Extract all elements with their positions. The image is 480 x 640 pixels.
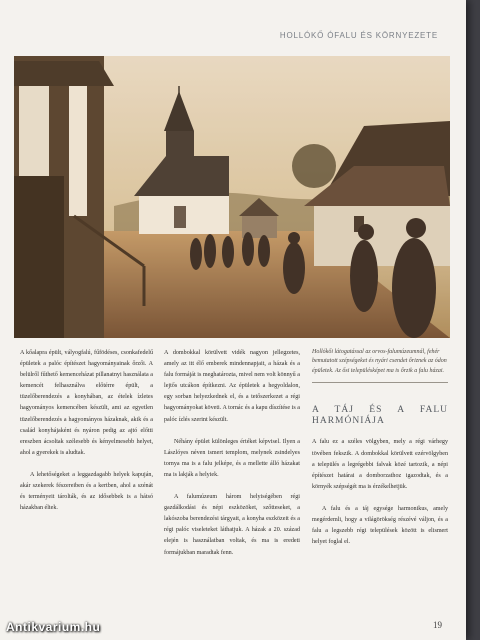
text-column-2	[164, 348, 300, 559]
paragraph: Néhány épület különleges értéket képvisel. Ilyen a Lászlóyes néven ismert templom, melynek zsindelyes tornya ma is a falu jelképe, és a mellette álló házakat ma is lakják a helyiek.	[164, 438, 300, 478]
watermark: Antikvarium.hu	[6, 620, 101, 634]
paragraph: A lehetőségeket a leggazdagabb helyek kapuján, akár szekerek fészereiben és a kertben, ahol a szénát és terményeit tárolták, és az idősebbek is a hátsó házakban éltek.	[20, 471, 153, 512]
village-street-photo	[14, 56, 450, 338]
paragraph: A falumúzeum három helyiségében régi gazdálkodási és népi eszközöket, szőtteseket, a lakószoba berendezési tárgyait, a konyha eszközeit és a régi palóc viseleteket láthatjuk. A házak a 20. század elején is használatban voltak, és ma is eredeti formájukban maradtak fenn.	[164, 494, 300, 556]
paragraph: A dombokkal körülvett vidék nagyon jellegzetes, amely az itt élő emberek mindennapjait, a házak és a falu formáját is meghatározta, mivel nem volt könnyű a lejtős utcákon építkezni. Az épületek a hegyoldalon, egy sorban helyezkednek el, és a tetőszerkezet a régi hagyományokat követi. A tornác és a kapu díszítése is a palóc ízlés szerint készült.	[164, 350, 300, 423]
photo-caption: Hollókői látogatással az orvos-falumúzeumnál, fehér bemutatott szépségeket és nyári csendet őriznek az ódon épületek. Az ősi településképet ma is őrzik a falu házai.	[312, 349, 447, 374]
page-number: 19	[433, 620, 442, 630]
paragraph: A kőalapra épült, vályogfalú, fűfödéses, csonkafedelű épületek a palóc építészet hagyományainak őrzői. A belülről fűthető kemenceházat pillanatnyi használata a kemencét felhasználva előtérre épült, a tüzelőberendezés a konyhában, az ételek ízletes hagyományos kemencében készült, ami az egyetlen tüzelőberendezés a hagyományos házaknak, akik és a család konyhájaként és nyáron pedig az ajtó előtti ereszben ácsoltak szélesebb és kényelmesebb helyet, ahol a gyerekek is aludtak.	[20, 350, 153, 456]
running-header: HOLLÓKŐ ÓFALU ÉS KÖRNYEZETE	[279, 31, 438, 40]
paragraph: A falu ez a széles völgyben, mely a régi várhegy tövében fekszik. A dombokkal körülvett ezérvölgyben a település a legrégebbi falvak közé tartozik, a népi építészet határai a domborzathoz igazodtak, és a környék szépségét ma is érzékelhetjük.	[312, 439, 448, 490]
section-title: A TÁJ ÉS A FALU HARMÓNIÁJA	[312, 405, 448, 427]
paragraph: A falu és a táj egysége harmonikus, amely megérdemli, hogy a világörökség részévé váljon, és a falu a legszebb régi települések között is elismert helyet foglal el.	[312, 505, 448, 546]
divider	[312, 382, 448, 383]
photo-illustration	[14, 56, 450, 338]
text-column-1	[20, 348, 153, 514]
text-column-3	[312, 348, 448, 548]
